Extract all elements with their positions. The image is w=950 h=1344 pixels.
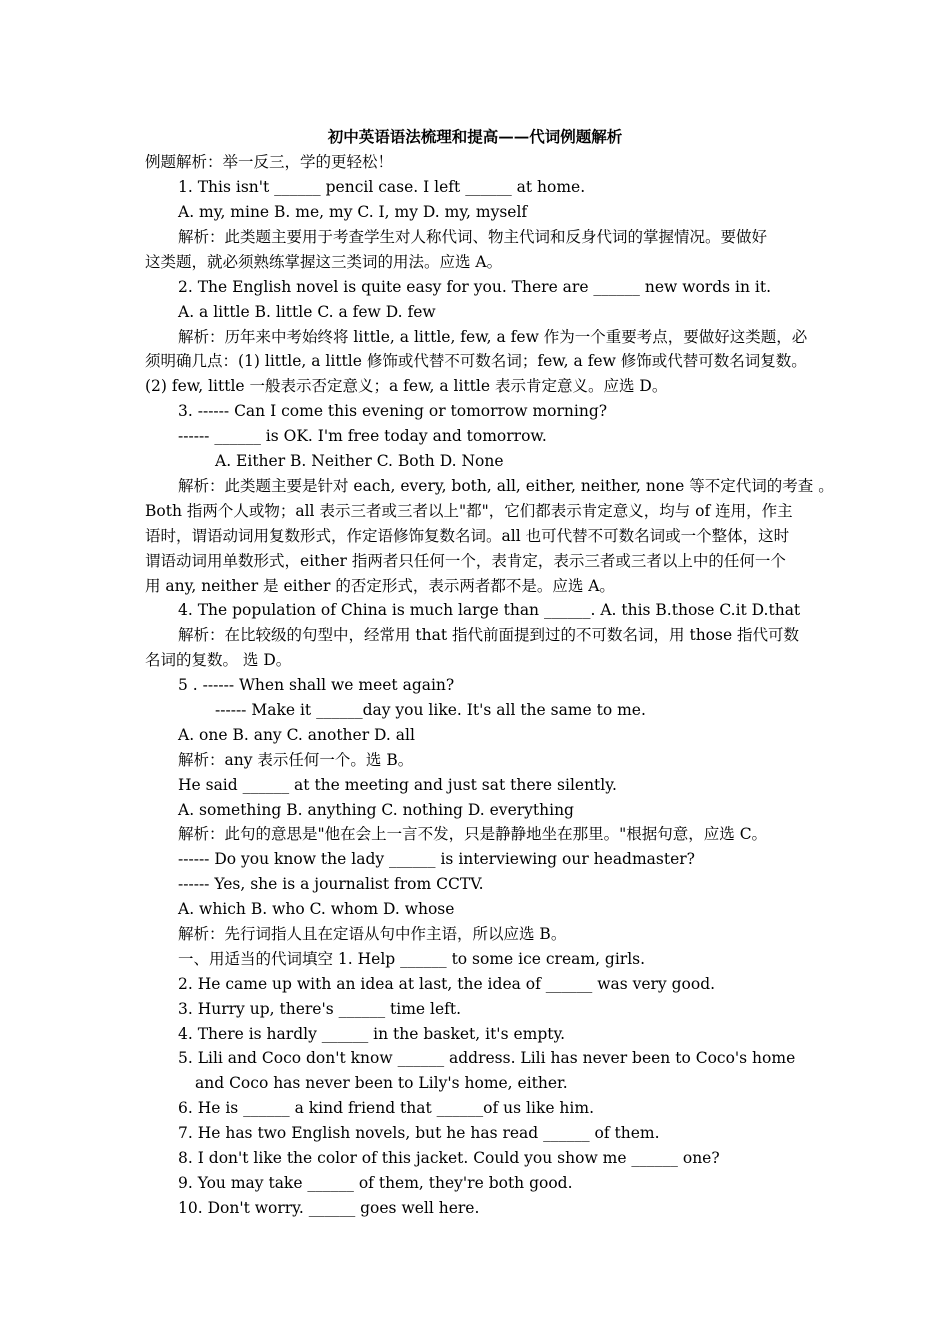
question-line: He said ______ at the meeting and just sat there silently. xyxy=(178,776,617,794)
options-line: A. my, mine B. me, my C. I, my D. my, myself xyxy=(178,203,528,221)
exercise-line: 2. He came up with an idea at last, the idea of ______ was very good. xyxy=(178,975,716,993)
exercise-line: 9. You may take ______ of them, they're both good. xyxy=(178,1174,573,1192)
analysis-line: 用 any, neither 是 either 的否定形式，表示两者都不是。应选 A。 xyxy=(145,577,615,595)
analysis-line: 解析：在比较级的句型中，经常用 that 指代前面提到过的不可数名词，用 those 指代可数 xyxy=(178,626,800,644)
analysis-line: 解析：此类题主要是针对 each, every, both, all, either, neither, none 等不定代词的考查 。 xyxy=(178,477,834,495)
exercise-line: 4. There is hardly ______ in the basket, it's empty. xyxy=(178,1025,566,1043)
analysis-line: 谓语动词用单数形式，either 指两者只任何一个，表肯定，表示三者或三者以上中的任何一个 xyxy=(145,552,786,570)
analysis-line: (2) few, little 一般表示否定意义；a few, a little 表示肯定意义。应选 D。 xyxy=(145,377,668,395)
question-line: ------ ______ is OK. I'm free today and tomorrow. xyxy=(178,427,547,445)
analysis-line: 解析：any 表示任何一个。选 B。 xyxy=(178,751,414,769)
exercise-line: 6. He is ______ a kind friend that ______of us like him. xyxy=(178,1099,594,1117)
exercise-line: 5. Lili and Coco don't know ______ address. Lili has never been to Coco's home xyxy=(178,1049,796,1067)
exercise-line: 7. He has two English novels, but he has read ______ of them. xyxy=(178,1124,660,1142)
options-line: A. Either B. Neither C. Both D. None xyxy=(215,452,504,470)
exercise-line: and Coco has never been to Lily's home, either. xyxy=(195,1074,568,1092)
analysis-line: 解析：此句的意思是"他在会上一言不发，只是静静地坐在那里。"根据句意，应选 C。 xyxy=(178,825,768,843)
options-line: A. one B. any C. another D. all xyxy=(178,726,415,744)
question-line: ------ Yes, she is a journalist from CCTV. xyxy=(178,875,484,893)
analysis-line: 这类题，就必须熟练掌握这三类词的用法。应选 A。 xyxy=(145,253,503,271)
document-title: 初中英语语法梳理和提高——代词例题解析 xyxy=(327,127,623,146)
intro-line: 例题解析：举一反三，学的更轻松！ xyxy=(145,153,394,171)
options-line: A. a little B. little C. a few D. few xyxy=(178,303,436,321)
question-line: ------ Make it ______day you like. It's all the same to me. xyxy=(215,701,646,719)
analysis-line: 解析：先行词指人且在定语从句中作主语，所以应选 B。 xyxy=(178,925,567,943)
analysis-line: 名词的复数。 选 D。 xyxy=(145,651,292,669)
question-line: 1. This isn't ______ pencil case. I left ______ at home. xyxy=(178,178,586,196)
analysis-line: 须明确几点：(1) little, a little 修饰或代替不可数名词；few, a few 修饰或代替可数名词复数。 xyxy=(145,352,807,370)
question-line: 5 . ------ When shall we meet again? xyxy=(178,676,455,694)
exercise-line: 一、用适当的代词填空 1. Help ______ to some ice cream, girls. xyxy=(178,950,646,968)
options-line: A. which B. who C. whom D. whose xyxy=(178,900,455,918)
exercise-line: 8. I don't like the color of this jacket. Could you show me ______ one? xyxy=(178,1149,720,1167)
question-line: 3. ------ Can I come this evening or tomorrow morning? xyxy=(178,402,608,420)
analysis-line: 语时，谓语动词用复数形式，作定语修饰复数名词。all 也可代替不可数名词或一个整体，这时 xyxy=(145,527,790,545)
analysis-line: 解析：历年来中考始终将 little, a little, few, a few 作为一个重要考点，要做好这类题，必 xyxy=(178,328,808,346)
question-line: 4. The population of China is much large than ______. A. this B.those C.it D.that xyxy=(178,601,801,619)
question-line: ------ Do you know the lady ______ is interviewing our headmaster? xyxy=(178,850,695,868)
exercise-line: 10. Don't worry. ______ goes well here. xyxy=(178,1199,480,1217)
question-line: 2. The English novel is quite easy for you. There are ______ new words in it. xyxy=(178,278,771,296)
analysis-line: 解析：此类题主要用于考查学生对人称代词、物主代词和反身代词的掌握情况。要做好 xyxy=(178,228,768,246)
exercise-line: 3. Hurry up, there's ______ time left. xyxy=(178,1000,462,1018)
analysis-line: Both 指两个人或物；all 表示三者或三者以上"都"，它们都表示肯定意义，均与 of 连用，作主 xyxy=(145,502,793,520)
options-line: A. something B. anything C. nothing D. everything xyxy=(178,801,574,819)
